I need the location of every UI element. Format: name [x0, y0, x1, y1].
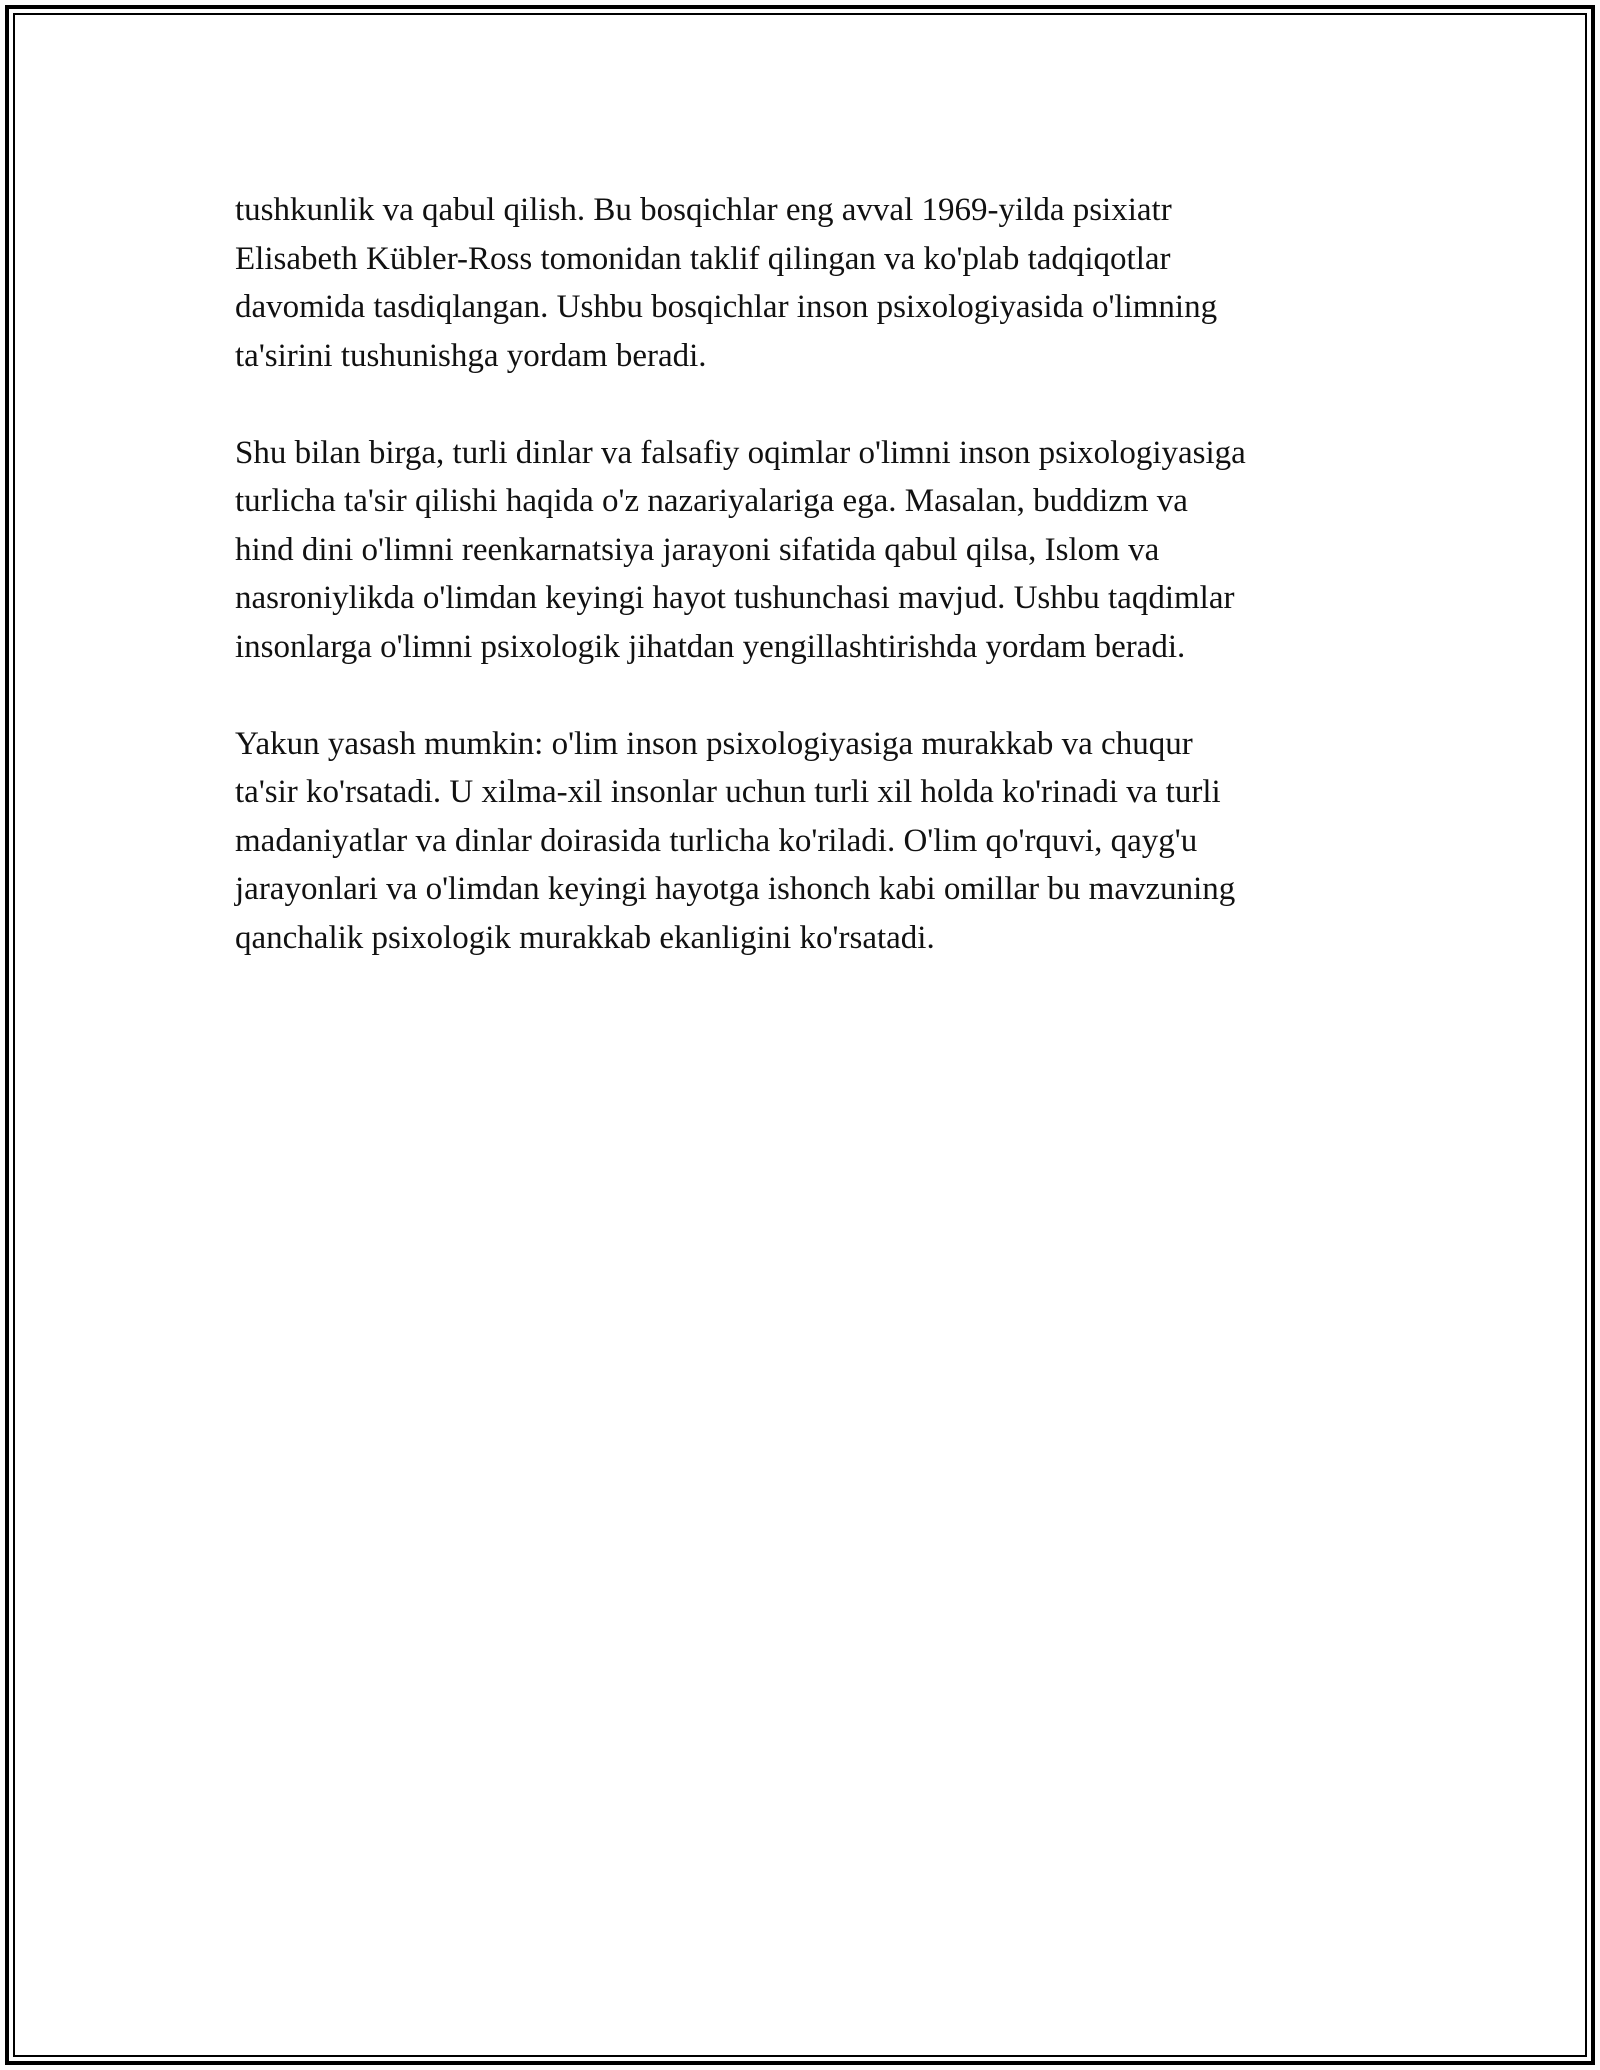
text-line: tushkunlik va qabul qilish. Bu bosqichlar eng avval 1969-yilda psixiatr [235, 192, 1172, 228]
text-line: Yakun yasash mumkin: o'lim inson psixologiyasiga murakkab va chuqur [235, 725, 1193, 762]
text-line: Shu bilan birga, turli dinlar va falsafiy oqimlar o'limni inson psixologiyasiga [235, 434, 1246, 471]
text-line: Elisabeth Kübler-Ross tomonidan taklif qilingan va ko'plab tadqiqotlar [235, 240, 1171, 277]
text-line: nasroniylikda o'limdan keyingi hayot tushunchasi mavjud. Ushbu taqdimlar [235, 580, 1235, 616]
text-line: davomida tasdiqlangan. Ushbu bosqichlar inson psixologiyasida o'limning [235, 289, 1218, 325]
text-line: qanchalik psixologik murakkab ekanligini ko'rsatadi. [235, 919, 935, 956]
document-body [235, 186, 1385, 1011]
text-line: turlicha ta'sir qilishi haqida o'z nazariyalariga ega. Masalan, buddizm va [235, 483, 1188, 519]
text-line: insonlarga o'limni psixologik jihatdan yengillashtirishda yordam beradi. [235, 628, 1186, 665]
text-line: madaniyatlar va dinlar doirasida turlicha ko'riladi. O'lim qo'rquvi, qayg'u [235, 822, 1198, 859]
text-line: jarayonlari va o'limdan keyingi hayotga ishonch kabi omillar bu mavzuning [235, 871, 1236, 907]
paragraph-3 [235, 720, 1385, 963]
text-line: ta'sir ko'rsatadi. U xilma-xil insonlar uchun turli xil holda ko'rinadi va turli [235, 774, 1221, 810]
text-line: hind dini o'limni reenkarnatsiya jarayoni sifatida qabul qilsa, Islom va [235, 531, 1160, 568]
paragraph-2 [235, 429, 1385, 672]
paragraph-1 [235, 186, 1385, 380]
text-line: ta'sirini tushunishga yordam beradi. [235, 337, 707, 374]
